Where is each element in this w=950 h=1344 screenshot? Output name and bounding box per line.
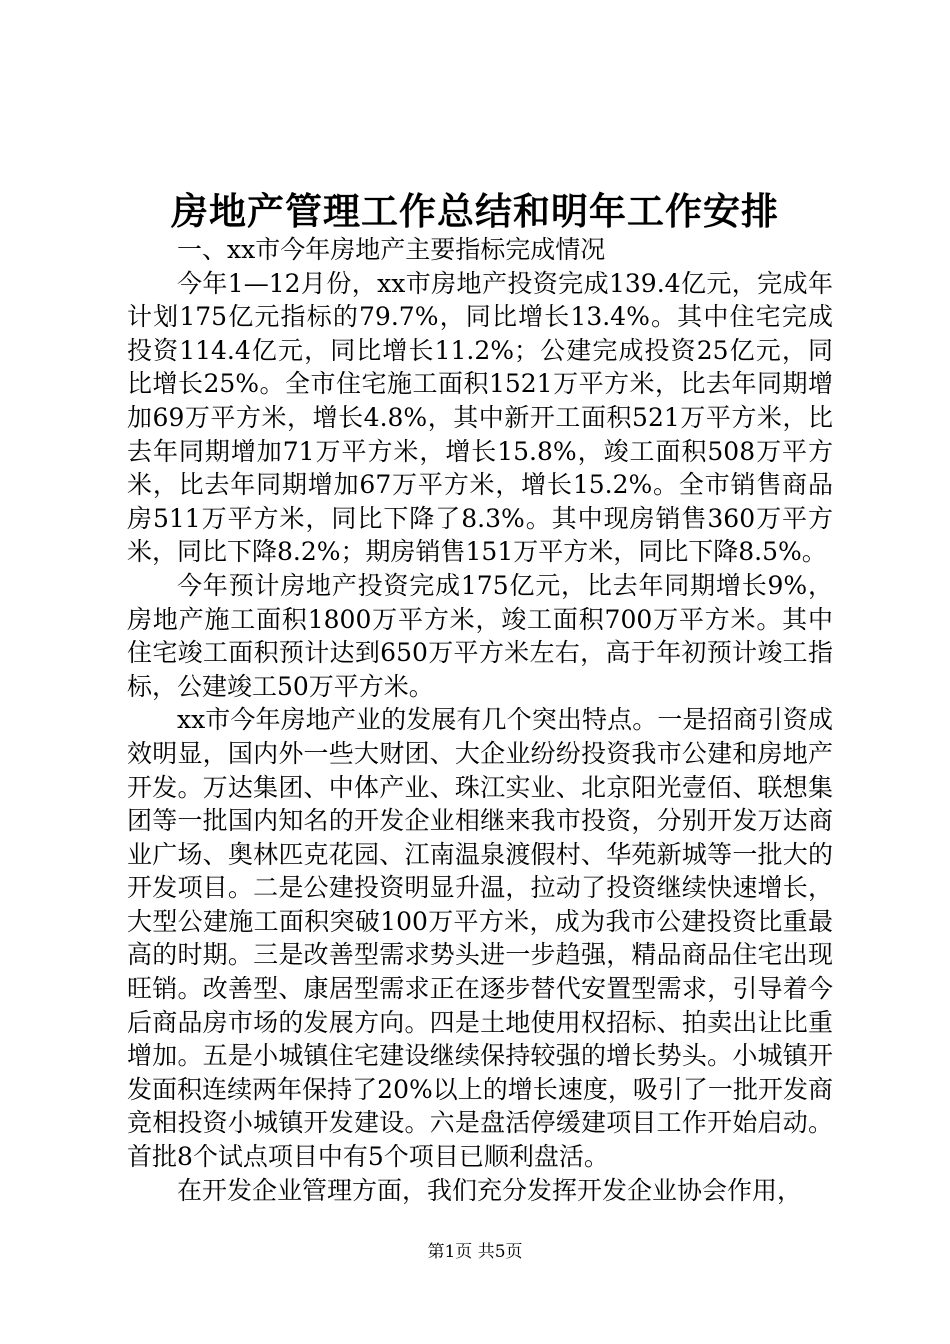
paragraph-enterprise-management: 在开发企业管理方面，我们充分发挥开发企业协会作用， — [177, 1175, 803, 1205]
paragraph-development-features: xx市今年房地产业的发展有几个突出特点。一是招商引资成效明显，国内外一些大财团、大企业纷纷投资我市公建和房地产开发。万达集团、中体产业、珠江实业、北京阳光壹佰、联想集团等一批国内知名的开发企业相继来我市投资，分别开发万达商业广场、奥林匹克花园、江南温泉渡假村、华苑新城等一批大的开发项目。二是公建投资明显升温，拉动了投资继续快速增长，大型公建施工面积突破100万平方米，成为我市公建投资比重最高的时期。三是改善型需求势头进一步趋强，精品商品住宅出现旺销。改善型、康居型需求正在逐步替代安置型需求，引导着今后商品房市场的发展方向。四是土地使用权招标、拍卖出让比重增加。五是小城镇住宅建设继续保持较强的增长势头。小城镇开发面积连续两年保持了20%以上的增长速度，吸引了一批开发商竞相投资小城镇开发建设。六是盘活停缓建项目工作开始启动。首批8个试点项目中有5个项目已顺利盘活。 — [127, 705, 833, 1172]
paragraph-investment-summary: 今年1—12月份，xx市房地产投资完成139.4亿元，完成年计划175亿元指标的79.7%，同比增长13.4%。其中住宅完成投资114.4亿元，同比增长11.2%；公建完成投资25亿元，同比增长25%。全市住宅施工面积1521万平方米，比去年同期增加69万平方米，增长4.8%，其中新开工面积521万平方米，比去年同期增加71万平方米，增长15.8%，竣工面积508万平方米，比去年同期增加67万平方米，增长15.2%。全市销售商品房511万平方米，同比下降了8.3%。其中现房销售360万平方米，同比下降8.2%；期房销售151万平方米，同比下降8.5%。 — [127, 268, 833, 567]
paragraph-annual-forecast: 今年预计房地产投资完成175亿元，比去年同期增长9%，房地产施工面积1800万平方米，竣工面积700万平方米。其中住宅竣工面积预计达到650万平方米左右，高于年初预计竣工指标，公建竣工50万平方米。 — [127, 570, 833, 701]
section-heading: 一、xx市今年房地产主要指标完成情况 — [177, 235, 606, 264]
document-title: 房地产管理工作总结和明年工作安排 — [171, 189, 779, 233]
document-body — [127, 233, 833, 1207]
page-footer: 第1页 共5页 — [427, 1242, 523, 1262]
